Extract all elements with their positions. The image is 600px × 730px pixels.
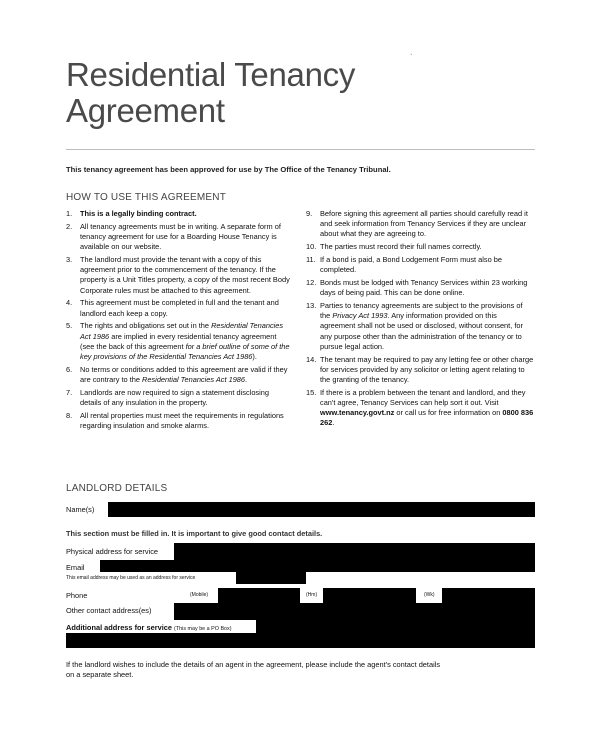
physical-address-label: Physical address for service	[66, 547, 159, 556]
approved-note: This tenancy agreement has been approved for use by The Office of the Tenancy Tribunal.	[66, 165, 391, 174]
list-item-text: The landlord must provide the tenant with a copy of this agreement prior to the commencement of the tenancy. If the property is a Unit Titles property, a copy of the most recent Body Corporate rules must be attached to this agreement.	[80, 255, 290, 295]
list-item	[306, 242, 534, 252]
list-item-text: This is a legally binding contract.	[80, 209, 197, 218]
list-item	[66, 411, 292, 431]
list-item-text: Before signing this agreement all parties should carefully read it and seek information from Tenancy Services if they are unclear about what they are agreeing to.	[320, 209, 528, 239]
work-phone-label: (Wk)	[424, 592, 435, 598]
list-item-number: 4.	[66, 298, 73, 308]
list-item	[306, 278, 534, 298]
list-item-number: 6.	[66, 364, 73, 374]
home-phone-label: (Hm)	[306, 592, 318, 598]
mobile-label: (Mobile)	[190, 592, 209, 598]
corner-mark-icon: ˎ	[410, 45, 413, 55]
work-phone-field[interactable]	[442, 588, 535, 603]
how-to-left-column	[66, 209, 292, 434]
list-item	[66, 388, 292, 408]
how-to-heading: HOW TO USE THIS AGREEMENT	[66, 192, 227, 203]
list-item-text: The parties must record their full names correctly.	[320, 242, 482, 252]
list-item-text: Parties to tenancy agreements are subject to the provisions of the Privacy Act 1993. Any information provided on this agreement shall not be used or disclosed, without consent, for any purpose other than the administration of the tenancy or to pursue legal action.	[320, 301, 523, 351]
list-item-text: The tenant may be required to pay any letting fee or other charge for services provided by any solicitor or letting agent relating to the granting of the tenancy.	[320, 354, 534, 385]
fill-note: This section must be filled in. It is important to give good contact details.	[66, 529, 323, 538]
additional-address-field[interactable]	[66, 633, 535, 648]
list-item-text: All rental properties must meet the requirements in regulations regarding insulation and smoke alarms.	[80, 410, 284, 431]
names-label: Name(s)	[66, 505, 95, 514]
list-item-text: If there is a problem between the tenant and landlord, and they can't agree, Tenancy Services can help sort it out. Visit www.tenancy.govt.nz or call us for free information on 0800 836 262.	[320, 387, 534, 428]
list-item	[306, 255, 534, 275]
list-item-text: The rights and obligations set out in the Residential Tenancies Act 1986 are implied in every residential tenancy agreement (see the back of this agreement for a brief outline of some of the key provisions of the Residential Tenancies Act 1986).	[80, 321, 290, 362]
list-item-number: 1.	[66, 209, 73, 218]
other-contact-label: Other contact address(es)	[66, 606, 152, 615]
list-item	[306, 388, 534, 429]
list-item	[66, 209, 292, 219]
list-item	[306, 209, 534, 240]
title-line-2: Agreement	[66, 92, 225, 129]
email-label: Email	[66, 563, 85, 572]
list-item	[66, 222, 292, 253]
agent-note-line-2: on a separate sheet.	[66, 670, 134, 679]
list-item-text: Bonds must be lodged with Tenancy Services within 23 working days of being paid. This can be done online.	[320, 278, 528, 298]
home-phone-field[interactable]	[323, 588, 416, 603]
list-item-number: 9.	[306, 209, 313, 218]
list-item-number: 2.	[66, 221, 73, 231]
list-item-number: 13.	[306, 301, 317, 310]
agent-note-line-1: If the landlord wishes to include the details of an agent in the agreement, please include the agent's contact details	[66, 660, 441, 669]
document-title	[66, 57, 355, 129]
landlord-heading: LANDLORD DETAILS	[66, 483, 168, 494]
list-item	[66, 255, 292, 296]
list-item-number: 15.	[306, 387, 317, 397]
title-line-1: Residential Tenancy	[66, 56, 356, 93]
additional-address-note: (This may be a PO Box)	[174, 626, 232, 632]
list-item	[66, 321, 292, 362]
list-item-number: 11.	[306, 255, 316, 264]
list-item	[306, 301, 534, 352]
how-to-right-column	[306, 209, 534, 431]
list-item-text: If a bond is paid, a Bond Lodgement Form must also be completed.	[320, 255, 502, 275]
additional-address-label-text: Additional address for service	[66, 623, 172, 632]
other-contact-field[interactable]	[174, 603, 535, 620]
phone-label: Phone	[66, 591, 88, 600]
list-item-text: Landlords are now required to sign a statement disclosing details of any insulation in the property.	[80, 387, 269, 408]
additional-address-field-top[interactable]	[256, 620, 535, 633]
list-item	[306, 355, 534, 386]
email-field[interactable]	[100, 560, 535, 572]
names-field[interactable]	[108, 502, 535, 517]
agent-note	[66, 660, 536, 680]
list-item-text: All tenancy agreements must be in writing. A separate form of tenancy agreement for use for a Boarding House Tenancy is available on our website.	[80, 221, 281, 252]
list-item-number: 8.	[66, 410, 73, 420]
list-item-number: 14.	[306, 354, 317, 364]
list-item-number: 5.	[66, 321, 73, 331]
list-item-text: No terms or conditions added to this agreement are valid if they are contrary to the Residential Tenancies Act 1986.	[80, 364, 288, 385]
email-note: This email address may be used as an address for service	[66, 575, 196, 581]
list-item-number: 7.	[66, 387, 73, 397]
physical-address-field[interactable]	[174, 543, 535, 560]
title-divider	[66, 149, 535, 150]
list-item-number: 10.	[306, 242, 317, 252]
list-item-text: This agreement must be completed in full and the tenant and landlord each keep a copy.	[80, 298, 279, 318]
additional-address-label	[66, 623, 232, 632]
email-field-continued[interactable]	[236, 572, 306, 584]
list-item-number: 12.	[306, 278, 317, 287]
list-item	[66, 365, 292, 385]
list-item	[66, 298, 292, 318]
mobile-phone-field[interactable]	[218, 588, 300, 603]
list-item-number: 3.	[66, 255, 73, 264]
